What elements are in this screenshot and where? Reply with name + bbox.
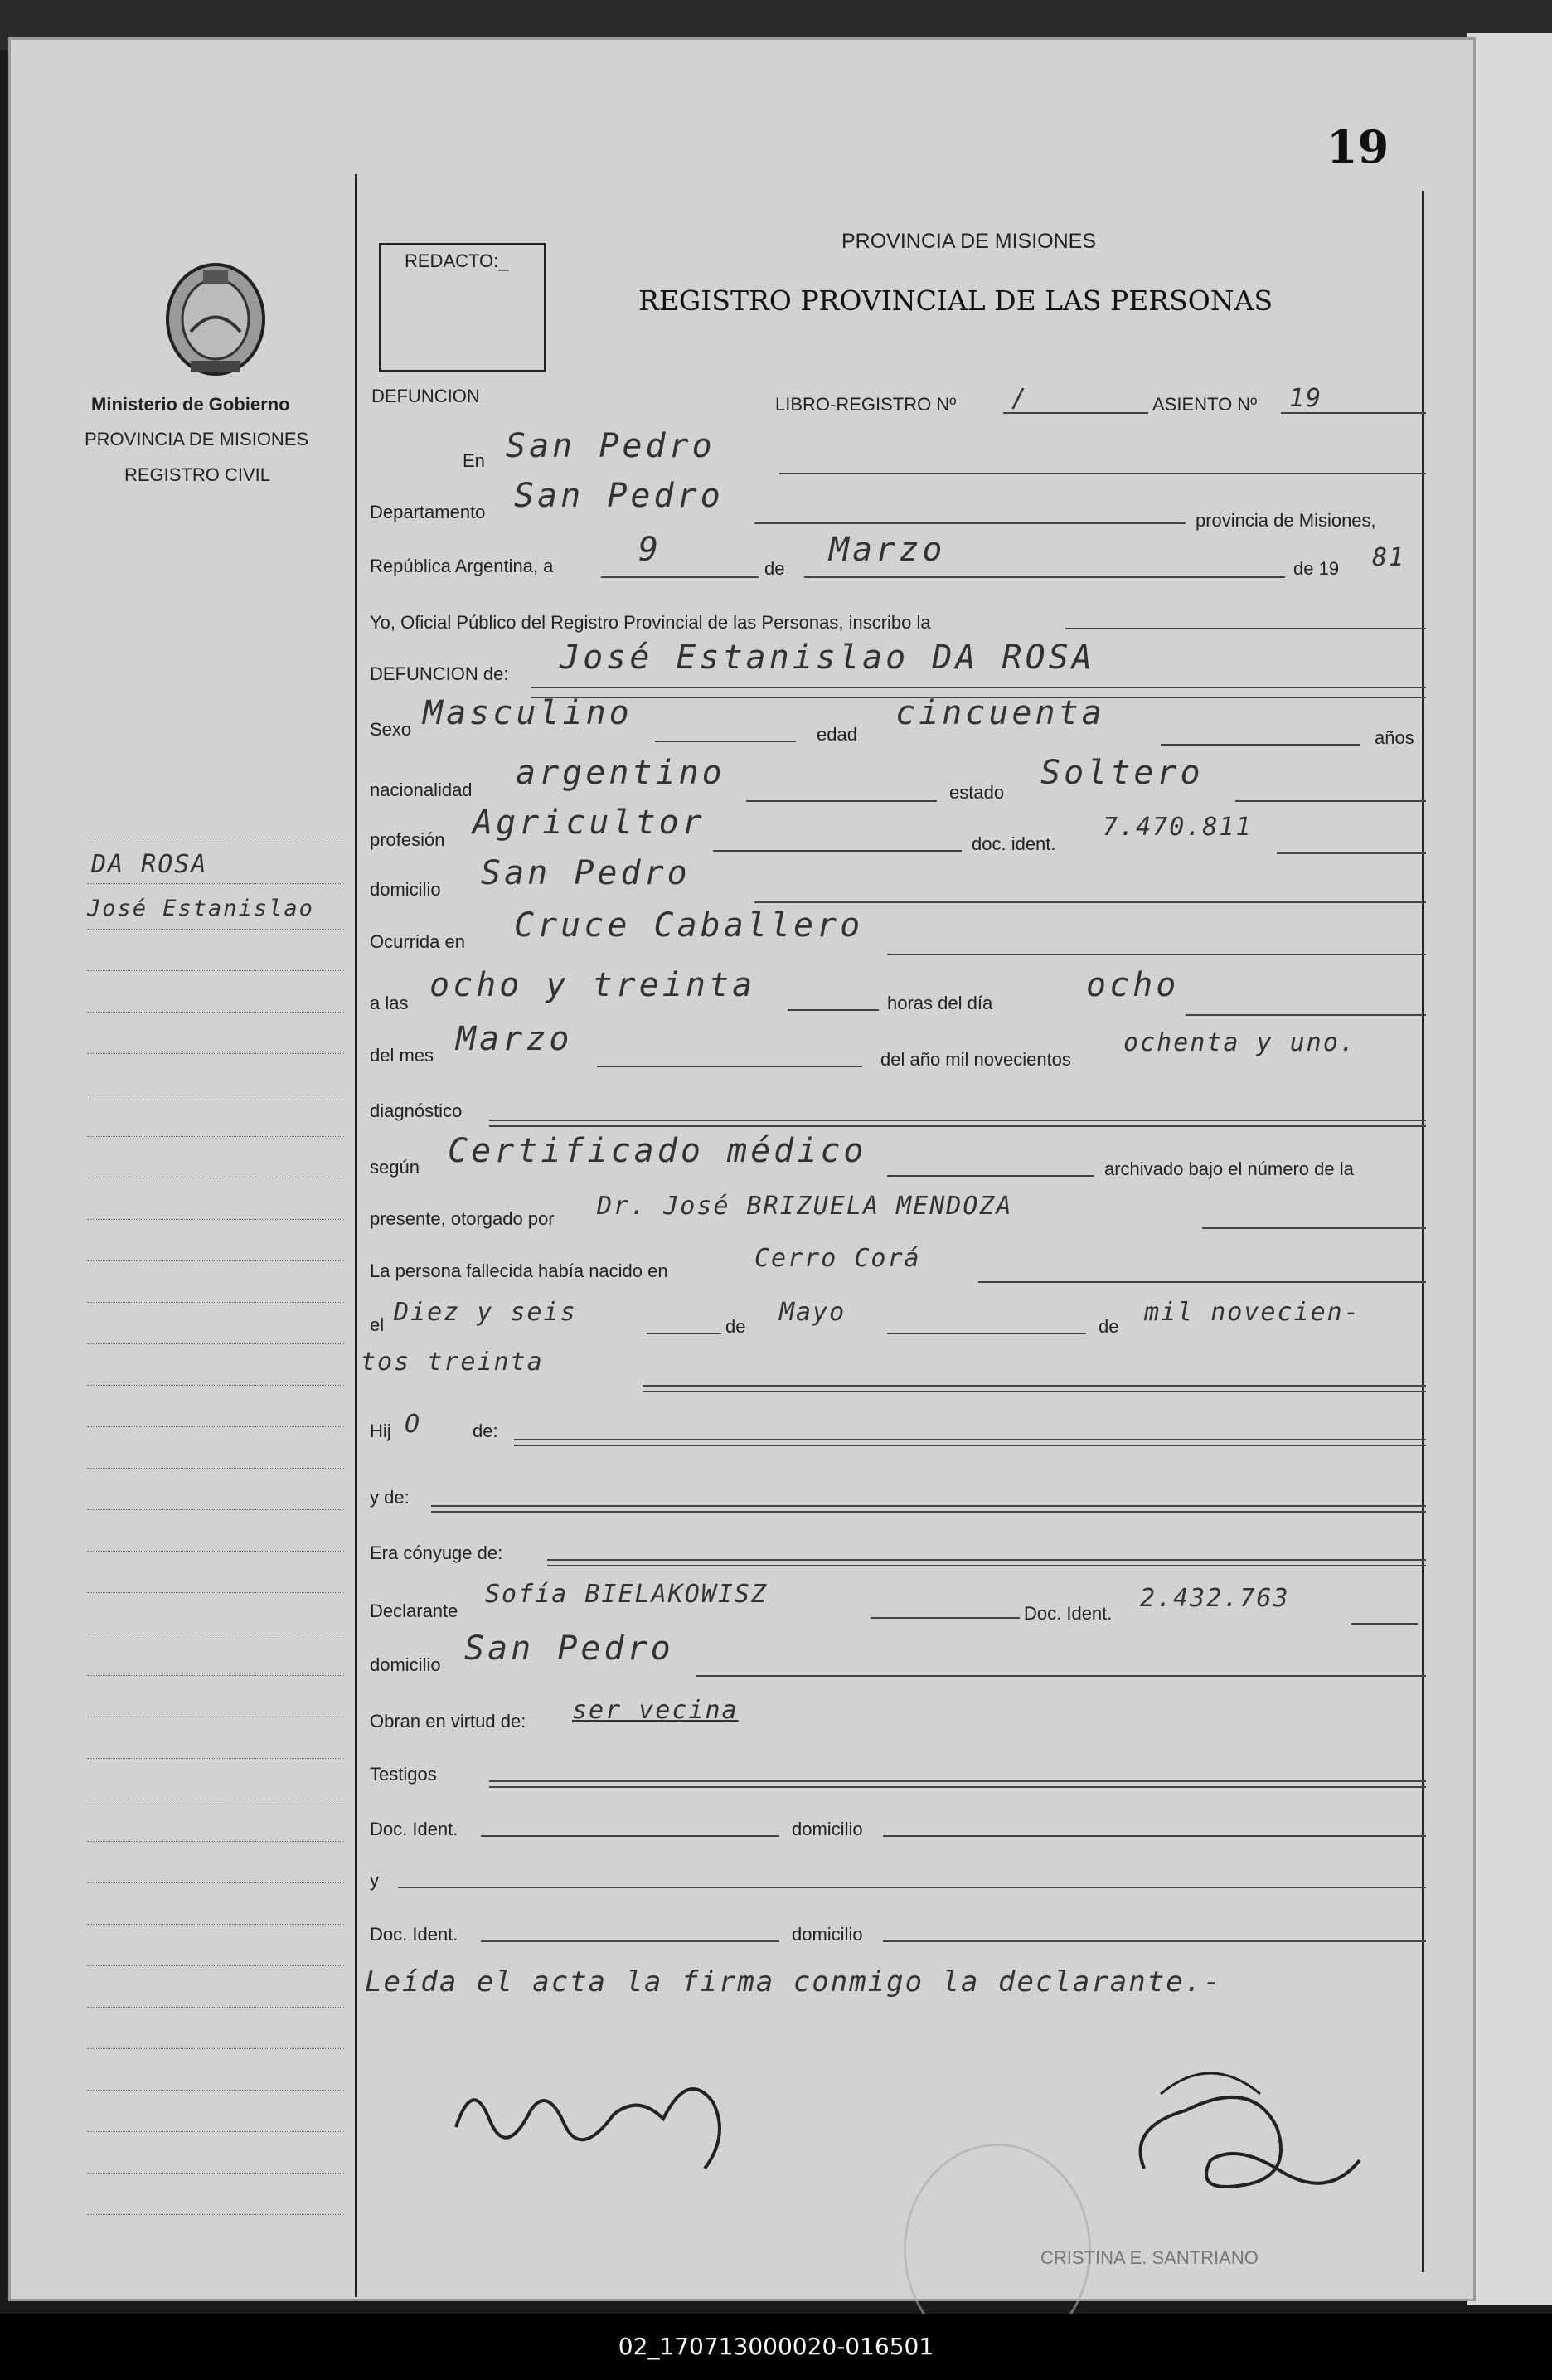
margin-line [87,2173,344,2174]
horas-value: ocho [1086,966,1180,1004]
sidebar-ministry: Ministerio de Gobierno [91,394,290,415]
rule [489,1780,1426,1782]
margin-line [87,1219,344,1220]
y-de-label: y de: [370,1487,410,1508]
rule [431,1511,1426,1513]
hijo-label: Hij [370,1421,391,1441]
profesion-value: Agricultor [473,804,706,842]
closing-statement: Leída el acta la firma conmigo la declarante.- [365,1965,1222,1999]
rule [754,901,1426,903]
rule [647,1333,721,1334]
yo-statement: Yo, Oficial Público del Registro Provincial de las Personas, inscribo la [370,612,931,633]
a-las-value: ocho y treinta [429,966,756,1004]
margin-line [87,1924,344,1925]
rule [1202,1227,1426,1229]
doc-ident1-label: Doc. Ident. [370,1819,458,1839]
margin-line [87,1882,344,1883]
rule [547,1559,1426,1561]
sexo-value: Masculino [423,694,633,732]
rule [655,741,796,742]
rule [1277,852,1426,854]
act-type: DEFUNCION [371,386,480,406]
year-value: 81 [1372,543,1406,572]
rule [883,1835,1426,1837]
margin-line [87,1012,344,1013]
rule [1003,412,1148,414]
del-mes-label: del mes [370,1045,434,1066]
margin-given-names: José Estanislao [87,896,314,921]
rule [431,1505,1426,1507]
margin-line [87,2048,344,2049]
margin-line [87,1302,344,1303]
profesion-label: profesión [370,829,445,850]
segun-label: según [370,1157,420,1178]
day-value: 9 [638,531,662,569]
stamp-text: CRISTINA E. SANTRIANO [1040,2247,1259,2268]
rule [883,1940,1426,1942]
sidebar-province: PROVINCIA DE MISIONES [85,429,309,449]
domicilio-value: San Pedro [481,854,691,892]
document-page [8,37,1476,2301]
domicilio2-label: domicilio [792,1924,863,1945]
redacto-label: REDACTO:_ [405,250,509,271]
declarante-dom-label: domicilio [370,1654,441,1675]
rule [887,1175,1094,1177]
rule [804,576,1285,578]
nacionalidad-label: nacionalidad [370,780,473,800]
domicilio1-label: domicilio [792,1819,863,1839]
rule [1161,744,1360,746]
rule [887,954,1426,955]
margin-line [87,2090,344,2091]
de2-label: de [725,1316,746,1337]
domicilio-label: domicilio [370,879,441,900]
el-value: Diez y seis [394,1298,577,1327]
margin-line [87,1965,344,1966]
diagnostico-label: diagnóstico [370,1100,463,1121]
en-value: San Pedro [506,427,715,465]
asiento-value: 19 [1289,384,1323,413]
rule [788,1009,879,1011]
rule [547,1565,1426,1566]
presente-label: presente, otorgado por [370,1208,555,1229]
sexo-label: Sexo [370,719,412,740]
de-label: de [764,558,785,579]
obran-value: ser vecina [572,1696,739,1725]
defuncion-value: José Estanislao DA ROSA [560,639,1095,677]
rule [489,1786,1426,1788]
de3-label: de [1099,1316,1119,1337]
declarante-value: Sofía BIELAKOWISZ [485,1580,769,1609]
rule [1065,628,1426,629]
rule [481,1835,779,1837]
margin-surname: DA ROSA [91,850,208,879]
rule [489,1125,1426,1127]
rule [514,1445,1426,1446]
rule [398,1887,1426,1888]
testigos-label: Testigos [370,1764,437,1785]
ocurrida-value: Cruce Caballero [514,906,864,945]
margin-line [87,883,344,884]
provincia-suffix: provincia de Misiones, [1196,510,1376,531]
del-mes-value: Marzo [456,1020,573,1058]
estado-value: Soltero [1040,754,1204,792]
header-province: PROVINCIA DE MISIONES [841,230,1097,253]
departamento-value: San Pedro [514,477,724,515]
asiento-label: ASIENTO Nº [1152,394,1258,415]
rule [1281,412,1426,414]
presente-value: Dr. José BRIZUELA MENDOZA [597,1192,1013,1221]
margin-line [87,1675,344,1676]
rule [514,1439,1426,1440]
edad-label: edad [817,724,857,745]
rule [978,1281,1426,1283]
doc-ident2-label: Doc. Ident. [370,1924,458,1945]
official-signature [1111,2061,1385,2243]
rule [754,522,1186,524]
continuation-value: tos treinta [361,1348,544,1377]
right-frame-line [1422,191,1424,2272]
margin-line [87,1758,344,1759]
rule [1186,1014,1426,1016]
margin-line [87,2131,344,2132]
obran-label: Obran en virtud de: [370,1711,526,1732]
header-registry-title: REGISTRO PROVINCIAL DE LAS PERSONAS [638,284,1273,317]
republica-label: República Argentina, a [370,556,554,576]
margin-line [87,2007,344,2008]
rule [597,1066,862,1067]
declarante-doc-value: 2.432.763 [1140,1584,1290,1613]
page-edge [1467,33,1552,2305]
rule [643,1385,1426,1387]
coat-of-arms-emblem [158,253,274,381]
declarante-doc-label: Doc. Ident. [1024,1603,1113,1624]
a-las-label: a las [370,993,409,1013]
de2-value: Mayo [779,1298,846,1327]
el-label: el [370,1314,385,1335]
margin-line [87,1841,344,1842]
margin-line [87,1343,344,1344]
segun-value: Certificado médico [448,1132,867,1170]
margin-line [87,1592,344,1593]
declarante-dom-value: San Pedro [464,1630,674,1668]
margin-line [87,1551,344,1552]
edad-value: cincuenta [895,694,1105,732]
libro-label: LIBRO-REGISTRO Nº [775,394,957,415]
month-value: Marzo [829,531,946,569]
archivado-label: archivado bajo el número de la [1104,1158,1354,1179]
rule [489,1120,1426,1121]
margin-line [87,1509,344,1510]
doc-ident-label: doc. ident. [972,833,1056,854]
margin-line [87,929,344,930]
hijo-suffix: O [405,1410,422,1439]
ocurrida-label: Ocurrida en [370,931,465,952]
margin-line [87,1426,344,1427]
rule [643,1391,1426,1392]
del-ano-value: ochenta y uno. [1123,1028,1356,1057]
rule [531,687,1426,688]
de3-value: mil novecien- [1144,1298,1360,1327]
margin-line [87,1260,344,1261]
rule [871,1617,1020,1619]
margin-line [87,1136,344,1137]
anos-label: años [1375,727,1414,748]
libro-value: / [1011,384,1029,413]
hijo-de-label: de: [473,1421,498,1441]
margin-line [87,1385,344,1386]
redacto-box [379,243,546,372]
rule [696,1675,1426,1677]
rule [887,1333,1086,1334]
departamento-label: Departamento [370,502,486,522]
horas-label: horas del día [887,993,993,1013]
en-label: En [463,450,485,471]
left-frame-line [355,174,357,2297]
rule [601,576,759,578]
rule [481,1940,779,1942]
margin-line [87,1468,344,1469]
image-caption: 02_170713000020-016501 [0,2314,1552,2380]
margin-line [87,2214,344,2215]
nacionalidad-value: argentino [516,754,725,792]
declarante-signature [439,2052,754,2202]
margin-line [87,970,344,971]
rule [713,850,962,852]
rule [1235,800,1426,802]
declarante-label: Declarante [370,1600,458,1621]
defuncion-label: DEFUNCION de: [370,663,509,684]
y-label: y [370,1870,379,1891]
nacido-label: La persona fallecida había nacido en [370,1260,668,1281]
margin-line [87,1053,344,1054]
year-prefix: de 19 [1293,558,1340,579]
doc-ident-value: 7.470.811 [1103,813,1253,842]
rule [779,473,1426,474]
del-ano-label: del año mil novecientos [880,1049,1071,1070]
nacido-value: Cerro Corá [754,1244,921,1273]
rule [746,800,937,802]
conyuge-label: Era cónyuge de: [370,1542,503,1563]
page-number: 19 [1326,120,1390,173]
rule [1351,1623,1418,1625]
sidebar-registry: REGISTRO CIVIL [124,464,271,485]
estado-label: estado [949,782,1005,803]
